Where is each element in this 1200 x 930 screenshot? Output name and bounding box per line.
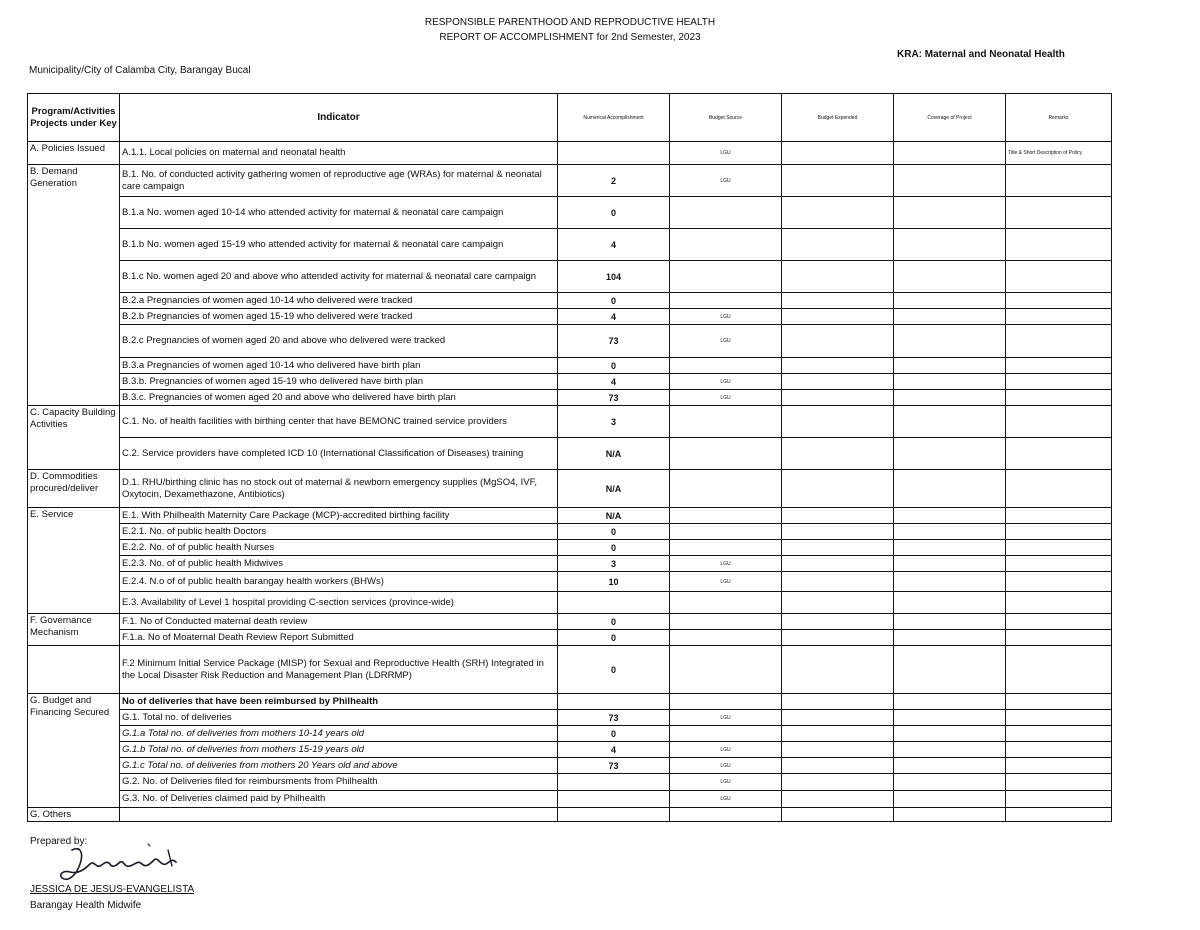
remarks-cell — [1006, 556, 1112, 572]
remarks-cell — [1006, 694, 1112, 710]
remarks-cell — [1006, 572, 1112, 592]
col-header-indicator: Indicator — [120, 94, 558, 142]
remarks-cell — [1006, 390, 1112, 406]
budget-expended-cell — [782, 390, 894, 406]
budget-source-cell: LGU — [670, 325, 782, 358]
remarks-cell — [1006, 646, 1112, 694]
coverage-cell — [894, 261, 1006, 293]
remarks-cell — [1006, 470, 1112, 508]
budget-expended-cell — [782, 470, 894, 508]
budget-source-cell — [670, 358, 782, 374]
indicator-cell: E.2.3. No. of of public health Midwives — [120, 556, 558, 572]
budget-source-cell — [670, 540, 782, 556]
budget-source-cell: LGU — [670, 390, 782, 406]
table-row — [28, 758, 1112, 774]
numerical-cell: 73 — [558, 710, 670, 726]
numerical-cell: 0 — [558, 358, 670, 374]
indicator-cell: E.2.4. N.o of of public health barangay health workers (BHWs) — [120, 572, 558, 592]
table-row — [28, 742, 1112, 758]
budget-expended-cell — [782, 572, 894, 592]
remarks-cell — [1006, 742, 1112, 758]
budget-expended-cell — [782, 293, 894, 309]
col-header-coverage: Coverage of Project — [894, 94, 1006, 142]
col-header-budget-source: Budget Source — [670, 94, 782, 142]
table-row — [28, 165, 1112, 197]
coverage-cell — [894, 142, 1006, 165]
budget-expended-cell — [782, 758, 894, 774]
coverage-cell — [894, 165, 1006, 197]
budget-expended-cell — [782, 710, 894, 726]
remarks-cell — [1006, 293, 1112, 309]
numerical-cell: N/A — [558, 438, 670, 470]
remarks-cell — [1006, 358, 1112, 374]
remarks-cell — [1006, 508, 1112, 524]
budget-expended-cell — [782, 694, 894, 710]
program-c: C. Capacity Building Activities — [28, 406, 120, 470]
indicator-cell: G.1.a Total no. of deliveries from mothers 10-14 years old — [120, 726, 558, 742]
budget-source-cell — [670, 406, 782, 438]
budget-source-cell: LGU — [670, 309, 782, 325]
indicator-cell: B.3.b. Pregnancies of women aged 15-19 who delivered have birth plan — [120, 374, 558, 390]
col-header-program: Program/Activities Projects under Key — [28, 94, 120, 142]
budget-source-cell — [670, 229, 782, 261]
indicator-cell: E.2.1. No. of public health Doctors — [120, 524, 558, 540]
budget-expended-cell — [782, 808, 894, 822]
numerical-cell: 0 — [558, 726, 670, 742]
budget-source-cell — [670, 508, 782, 524]
indicator-cell: C.2. Service providers have completed ICD 10 (International Classification of Diseases) training — [120, 438, 558, 470]
table-row — [28, 390, 1112, 406]
coverage-cell — [894, 726, 1006, 742]
numerical-cell — [558, 774, 670, 791]
remarks-cell — [1006, 592, 1112, 614]
table-row — [28, 406, 1112, 438]
coverage-cell — [894, 614, 1006, 630]
numerical-cell: N/A — [558, 470, 670, 508]
indicator-cell: A.1.1. Local policies on maternal and neonatal health — [120, 142, 558, 165]
numerical-cell: 73 — [558, 325, 670, 358]
coverage-cell — [894, 309, 1006, 325]
budget-expended-cell — [782, 261, 894, 293]
indicator-cell: E.3. Availability of Level 1 hospital providing C-section services (province-wide) — [120, 592, 558, 614]
report-title — [0, 15, 1140, 45]
table-row — [28, 229, 1112, 261]
coverage-cell — [894, 572, 1006, 592]
table-row — [28, 508, 1112, 524]
report-title-line1: RESPONSIBLE PARENTHOOD AND REPRODUCTIVE HEALTH — [424, 17, 716, 28]
table-row — [28, 142, 1112, 165]
budget-expended-cell — [782, 358, 894, 374]
table-header-row — [28, 94, 1112, 142]
numerical-cell: 73 — [558, 390, 670, 406]
budget-source-cell — [670, 197, 782, 229]
prepared-by-label: Prepared by: — [30, 836, 88, 847]
numerical-cell: 0 — [558, 646, 670, 694]
numerical-cell — [558, 808, 670, 822]
numerical-cell: 0 — [558, 630, 670, 646]
remarks-cell — [1006, 438, 1112, 470]
coverage-cell — [894, 438, 1006, 470]
table-row — [28, 197, 1112, 229]
indicator-cell: C.1. No. of health facilities with birthing center that have BEMONC trained service providers — [120, 406, 558, 438]
program-a: A. Policies Issued — [28, 142, 120, 165]
indicator-cell: No of deliveries that have been reimbursed by Philhealth — [120, 694, 558, 710]
table-row — [28, 325, 1112, 358]
remarks-cell — [1006, 540, 1112, 556]
indicator-cell: B.2.a Pregnancies of women aged 10-14 who delivered were tracked — [120, 293, 558, 309]
budget-source-cell: LGU — [670, 556, 782, 572]
remarks-cell — [1006, 710, 1112, 726]
table-row — [28, 614, 1112, 630]
table-row — [28, 261, 1112, 293]
program-f: F. Governance Mechanism — [28, 614, 120, 646]
municipality-label: Municipality/City of Calamba City, Barangay Bucal — [29, 65, 251, 76]
budget-expended-cell — [782, 540, 894, 556]
table-row — [28, 556, 1112, 572]
remarks-cell — [1006, 791, 1112, 808]
table-row — [28, 791, 1112, 808]
budget-expended-cell — [782, 524, 894, 540]
numerical-cell: 10 — [558, 572, 670, 592]
indicator-cell — [120, 808, 558, 822]
budget-expended-cell — [782, 165, 894, 197]
table-row — [28, 774, 1112, 791]
remarks-cell — [1006, 774, 1112, 791]
indicator-cell: D.1. RHU/birthing clinic has no stock out of maternal & newborn emergency supplies (MgSO4, IVF, Oxytocin, Dexamethazone, Antibiotics) — [120, 470, 558, 508]
program-others: G. Others — [28, 808, 120, 822]
remarks-cell: Title & Short Description of Policy — [1006, 142, 1112, 165]
coverage-cell — [894, 406, 1006, 438]
budget-source-cell: LGU — [670, 774, 782, 791]
numerical-cell: 4 — [558, 229, 670, 261]
budget-expended-cell — [782, 742, 894, 758]
numerical-cell: 0 — [558, 540, 670, 556]
coverage-cell — [894, 524, 1006, 540]
coverage-cell — [894, 774, 1006, 791]
numerical-cell — [558, 142, 670, 165]
numerical-cell: 0 — [558, 524, 670, 540]
remarks-cell — [1006, 261, 1112, 293]
budget-source-cell — [670, 293, 782, 309]
numerical-cell: 3 — [558, 406, 670, 438]
budget-expended-cell — [782, 791, 894, 808]
coverage-cell — [894, 710, 1006, 726]
remarks-cell — [1006, 165, 1112, 197]
table-row — [28, 710, 1112, 726]
budget-source-cell — [670, 726, 782, 742]
budget-expended-cell — [782, 556, 894, 572]
budget-source-cell — [670, 524, 782, 540]
indicator-cell: B.3.a Pregnancies of women aged 10-14 who delivered have birth plan — [120, 358, 558, 374]
coverage-cell — [894, 630, 1006, 646]
budget-source-cell — [670, 614, 782, 630]
indicator-cell: B.2.b Pregnancies of women aged 15-19 who delivered were tracked — [120, 309, 558, 325]
table-row — [28, 293, 1112, 309]
coverage-cell — [894, 197, 1006, 229]
budget-source-cell — [670, 808, 782, 822]
remarks-cell — [1006, 309, 1112, 325]
budget-source-cell: LGU — [670, 791, 782, 808]
table-row — [28, 572, 1112, 592]
budget-source-cell — [670, 630, 782, 646]
table-row — [28, 374, 1112, 390]
indicator-cell: G.1. Total no. of deliveries — [120, 710, 558, 726]
budget-expended-cell — [782, 646, 894, 694]
coverage-cell — [894, 646, 1006, 694]
remarks-cell — [1006, 325, 1112, 358]
table-row — [28, 630, 1112, 646]
budget-expended-cell — [782, 592, 894, 614]
budget-source-cell — [670, 470, 782, 508]
coverage-cell — [894, 694, 1006, 710]
remarks-cell — [1006, 406, 1112, 438]
program-g: G. Budget and Financing Secured — [28, 694, 120, 808]
budget-expended-cell — [782, 406, 894, 438]
coverage-cell — [894, 758, 1006, 774]
table-row — [28, 646, 1112, 694]
coverage-cell — [894, 508, 1006, 524]
budget-source-cell — [670, 646, 782, 694]
indicator-cell: B.1.a No. women aged 10-14 who attended activity for maternal & neonatal care campaign — [120, 197, 558, 229]
budget-expended-cell — [782, 325, 894, 358]
indicator-cell: G.2. No. of Deliveries filed for reimbursments from Philhealth — [120, 774, 558, 791]
numerical-cell: 0 — [558, 293, 670, 309]
coverage-cell — [894, 808, 1006, 822]
remarks-cell — [1006, 758, 1112, 774]
indicator-cell: E.1. With Philhealth Maternity Care Package (MCP)-accredited birthing facility — [120, 508, 558, 524]
signatory-position: Barangay Health Midwife — [30, 900, 142, 911]
budget-expended-cell — [782, 630, 894, 646]
numerical-cell: 4 — [558, 742, 670, 758]
numerical-cell: 104 — [558, 261, 670, 293]
coverage-cell — [894, 742, 1006, 758]
remarks-cell — [1006, 229, 1112, 261]
table-row — [28, 309, 1112, 325]
remarks-cell — [1006, 614, 1112, 630]
budget-source-cell — [670, 592, 782, 614]
numerical-cell: N/A — [558, 508, 670, 524]
numerical-cell: 2 — [558, 165, 670, 197]
indicator-cell: B.3.c. Pregnancies of women aged 20 and above who delivered have birth plan — [120, 390, 558, 406]
coverage-cell — [894, 374, 1006, 390]
indicator-cell: G.1.b Total no. of deliveries from mothers 15-19 years old — [120, 742, 558, 758]
budget-source-cell: LGU — [670, 374, 782, 390]
budget-expended-cell — [782, 614, 894, 630]
indicator-cell: F.1.a. No of Moaternal Death Review Report Submitted — [120, 630, 558, 646]
program-e: E. Service — [28, 508, 120, 614]
numerical-cell: 4 — [558, 374, 670, 390]
kra-label: KRA: Maternal and Neonatal Health — [897, 49, 1065, 60]
indicator-cell: G.3. No. of Deliveries claimed paid by Philhealth — [120, 791, 558, 808]
budget-source-cell — [670, 261, 782, 293]
table-row — [28, 524, 1112, 540]
remarks-cell — [1006, 808, 1112, 822]
report-title-line2: REPORT OF ACCOMPLISHMENT for 2nd Semester, 2023 — [439, 32, 701, 43]
budget-expended-cell — [782, 726, 894, 742]
table-row — [28, 726, 1112, 742]
coverage-cell — [894, 390, 1006, 406]
numerical-cell: 0 — [558, 197, 670, 229]
indicator-cell: F.1. No of Conducted maternal death review — [120, 614, 558, 630]
indicator-cell: F.2 Minimum Initial Service Package (MISP) for Sexual and Reproductive Health (SRH) Integrated in the Local Disaster Risk Reduction and Management Plan (LDRRMP) — [120, 646, 558, 694]
remarks-cell — [1006, 726, 1112, 742]
table-row — [28, 358, 1112, 374]
coverage-cell — [894, 540, 1006, 556]
col-header-budget-expended: Budget Expended — [782, 94, 894, 142]
signatory-name: JESSICA DE JESUS-EVANGELISTA — [30, 884, 195, 895]
coverage-cell — [894, 325, 1006, 358]
budget-source-cell: LGU — [670, 758, 782, 774]
coverage-cell — [894, 358, 1006, 374]
coverage-cell — [894, 556, 1006, 572]
budget-source-cell: LGU — [670, 710, 782, 726]
budget-expended-cell — [782, 438, 894, 470]
program-empty-cell — [28, 646, 120, 694]
indicator-cell: B.1.c No. women aged 20 and above who attended activity for maternal & neonatal care campaign — [120, 261, 558, 293]
budget-source-cell: LGU — [670, 165, 782, 197]
report-table — [27, 93, 1112, 822]
budget-expended-cell — [782, 508, 894, 524]
budget-expended-cell — [782, 309, 894, 325]
table-row — [28, 438, 1112, 470]
indicator-cell: B.1. No. of conducted activity gathering women of reproductive age (WRAs) for maternal & neonatal care campaign — [120, 165, 558, 197]
coverage-cell — [894, 791, 1006, 808]
budget-expended-cell — [782, 774, 894, 791]
table-row — [28, 540, 1112, 556]
program-d: D. Commodities procured/deliver — [28, 470, 120, 508]
numerical-cell: 73 — [558, 758, 670, 774]
budget-expended-cell — [782, 229, 894, 261]
numerical-cell: 4 — [558, 309, 670, 325]
numerical-cell — [558, 791, 670, 808]
remarks-cell — [1006, 630, 1112, 646]
budget-source-cell: LGU — [670, 572, 782, 592]
col-header-numerical: Numerical Accomplishment — [558, 94, 670, 142]
numerical-cell: 3 — [558, 556, 670, 572]
coverage-cell — [894, 293, 1006, 309]
budget-source-cell — [670, 438, 782, 470]
table-row — [28, 694, 1112, 710]
col-header-remarks: Remarks — [1006, 94, 1112, 142]
indicator-cell: B.2.c Pregnancies of women aged 20 and above who delivered were tracked — [120, 325, 558, 358]
table-row — [28, 592, 1112, 614]
coverage-cell — [894, 592, 1006, 614]
table-row — [28, 470, 1112, 508]
remarks-cell — [1006, 374, 1112, 390]
budget-source-cell — [670, 694, 782, 710]
signature — [50, 842, 210, 888]
table-row — [28, 808, 1112, 822]
budget-source-cell: LGU — [670, 742, 782, 758]
remarks-cell — [1006, 197, 1112, 229]
coverage-cell — [894, 470, 1006, 508]
budget-expended-cell — [782, 142, 894, 165]
numerical-cell: 0 — [558, 614, 670, 630]
indicator-cell: B.1.b No. women aged 15-19 who attended activity for maternal & neonatal care campaign — [120, 229, 558, 261]
numerical-cell — [558, 694, 670, 710]
budget-expended-cell — [782, 197, 894, 229]
indicator-cell: G.1.c Total no. of deliveries from mothers 20 Years old and above — [120, 758, 558, 774]
budget-expended-cell — [782, 374, 894, 390]
numerical-cell — [558, 592, 670, 614]
remarks-cell — [1006, 524, 1112, 540]
indicator-cell: E.2.2. No. of of public health Nurses — [120, 540, 558, 556]
coverage-cell — [894, 229, 1006, 261]
program-b: B. Demand Generation — [28, 165, 120, 406]
budget-source-cell: LGU — [670, 142, 782, 165]
